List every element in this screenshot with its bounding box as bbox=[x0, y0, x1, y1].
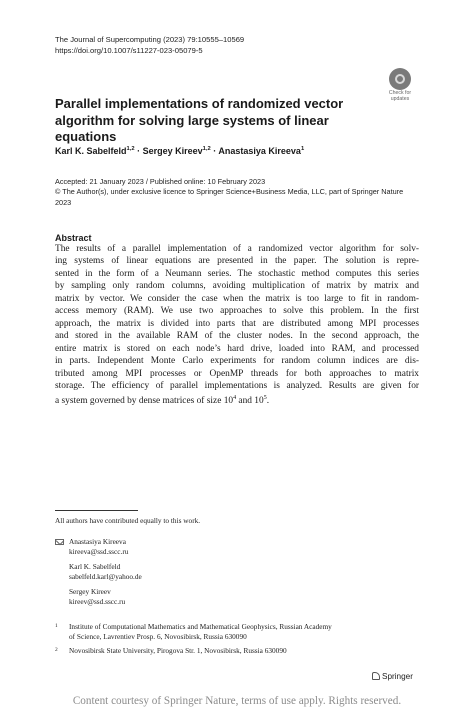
badge-label: Check for updates bbox=[388, 90, 412, 102]
abstract-line: tributed among MPI processes or OpenMP threads for both approaches to matrix bbox=[55, 368, 419, 379]
contact-email[interactable]: sabelfeld.karl@yahoo.de bbox=[69, 572, 142, 581]
author-affiliation-marker: 1,2 bbox=[202, 146, 211, 152]
journal-header bbox=[55, 34, 244, 56]
abstract-line: entire matrix is stored on each node’s hard drive, loaded into RAM, and processed bbox=[55, 343, 419, 354]
springer-horse-icon bbox=[372, 672, 380, 680]
affiliation-number: 2 bbox=[55, 647, 58, 653]
check-for-updates-badge[interactable] bbox=[385, 68, 415, 102]
author-list bbox=[55, 146, 304, 156]
contact-entry bbox=[69, 562, 142, 582]
doi-link[interactable]: https://doi.org/10.1007/s11227-023-05079-5 bbox=[55, 46, 203, 55]
contact-name: Anastasiya Kireeva bbox=[69, 537, 126, 546]
envelope-icon bbox=[55, 539, 64, 545]
abstract-body bbox=[55, 243, 419, 408]
courtesy-notice: Content courtesy of Springer Nature, terms of use apply. Rights reserved. bbox=[72, 695, 402, 707]
dates-line: Accepted: 21 January 2023 / Published online: 10 February 2023 bbox=[55, 177, 266, 186]
author-separator: · bbox=[134, 146, 143, 156]
contact-entry bbox=[69, 587, 125, 607]
abstract-heading: Abstract bbox=[55, 233, 92, 243]
contribution-footnote: All authors have contributed equally to this work. bbox=[55, 516, 201, 525]
abstract-line: by sampling only random columns, avoiding multiplication of matrix by matrix and bbox=[55, 281, 419, 292]
contact-email[interactable]: kireeva@ssd.sscc.ru bbox=[69, 547, 129, 556]
paper-title: Parallel implementations of randomized vector algorithm for solving large systems of linear equations bbox=[55, 96, 344, 144]
contact-entry bbox=[69, 537, 128, 557]
check-for-updates-icon bbox=[389, 68, 411, 90]
abstract-line: The results of a parallel implementation of a randomized vector algorithm for solv- bbox=[55, 244, 419, 254]
author-affiliation-marker: 1,2 bbox=[126, 146, 135, 152]
abstract-line: approach, the matrix is divided into parts that are distributed among MPI processes bbox=[55, 318, 419, 329]
author-name[interactable]: Sergey Kireev bbox=[142, 146, 203, 156]
affiliation-text: Novosibirsk State University, Pirogova Str. 1, Novosibirsk, Russia 630090 bbox=[69, 646, 287, 655]
publisher-name: Springer bbox=[382, 672, 413, 681]
abstract-line: storage. The efficiency of parallel implementations is analyzed. Results are given for bbox=[55, 380, 419, 391]
copyright-year: 2023 bbox=[55, 197, 72, 207]
abstract-line: in parts. Independent Monte Carlo experiments for random column indices are dis- bbox=[55, 356, 419, 367]
contact-name: Karl K. Sabelfeld bbox=[69, 562, 121, 571]
journal-citation: The Journal of Supercomputing (2023) 79:10555–10569 bbox=[55, 35, 245, 44]
publication-dates bbox=[55, 177, 425, 208]
footnote-divider bbox=[55, 510, 138, 511]
copyright-line: © The Author(s), under exclusive licence to Springer Science+Business Media, LLC, part of Springer Nature bbox=[55, 187, 404, 197]
abstract-line: matrix by vector. We consider the case when the matrix is too large to fit in random- bbox=[55, 293, 419, 304]
abstract-line: access memory (RAM). We use two approaches to solve this problem. In the first bbox=[55, 306, 419, 317]
author-separator: · bbox=[210, 146, 219, 156]
contact-name: Sergey Kireev bbox=[69, 587, 111, 596]
author-affiliation-marker: 1 bbox=[300, 146, 305, 152]
abstract-line: ing systems of linear equations are presented in the paper. The solution is repre- bbox=[55, 256, 419, 267]
abstract-line: a system governed by dense matrices of size $10^4$ and $10^5$. bbox=[55, 395, 270, 407]
author-name[interactable]: Karl K. Sabelfeld bbox=[55, 146, 127, 156]
affiliation-text: Institute of Computational Mathematics and Mathematical Geophysics, Russian Academy of Science, Lavrentiev Prosp. 6, Novosibirsk, Russia 630090 bbox=[69, 622, 332, 641]
publisher-logo bbox=[372, 672, 413, 681]
contact-email[interactable]: kireev@ssd.sscc.ru bbox=[69, 597, 126, 606]
abstract-line: sented in the form of a Neumann series. The stochastic method computes this series bbox=[55, 268, 419, 279]
affiliation-number: 1 bbox=[55, 623, 58, 629]
author-name[interactable]: Anastasiya Kireeva bbox=[218, 146, 301, 156]
abstract-line: and stored in the available RAM of the cluster nodes. In the second approach, the bbox=[55, 331, 419, 342]
